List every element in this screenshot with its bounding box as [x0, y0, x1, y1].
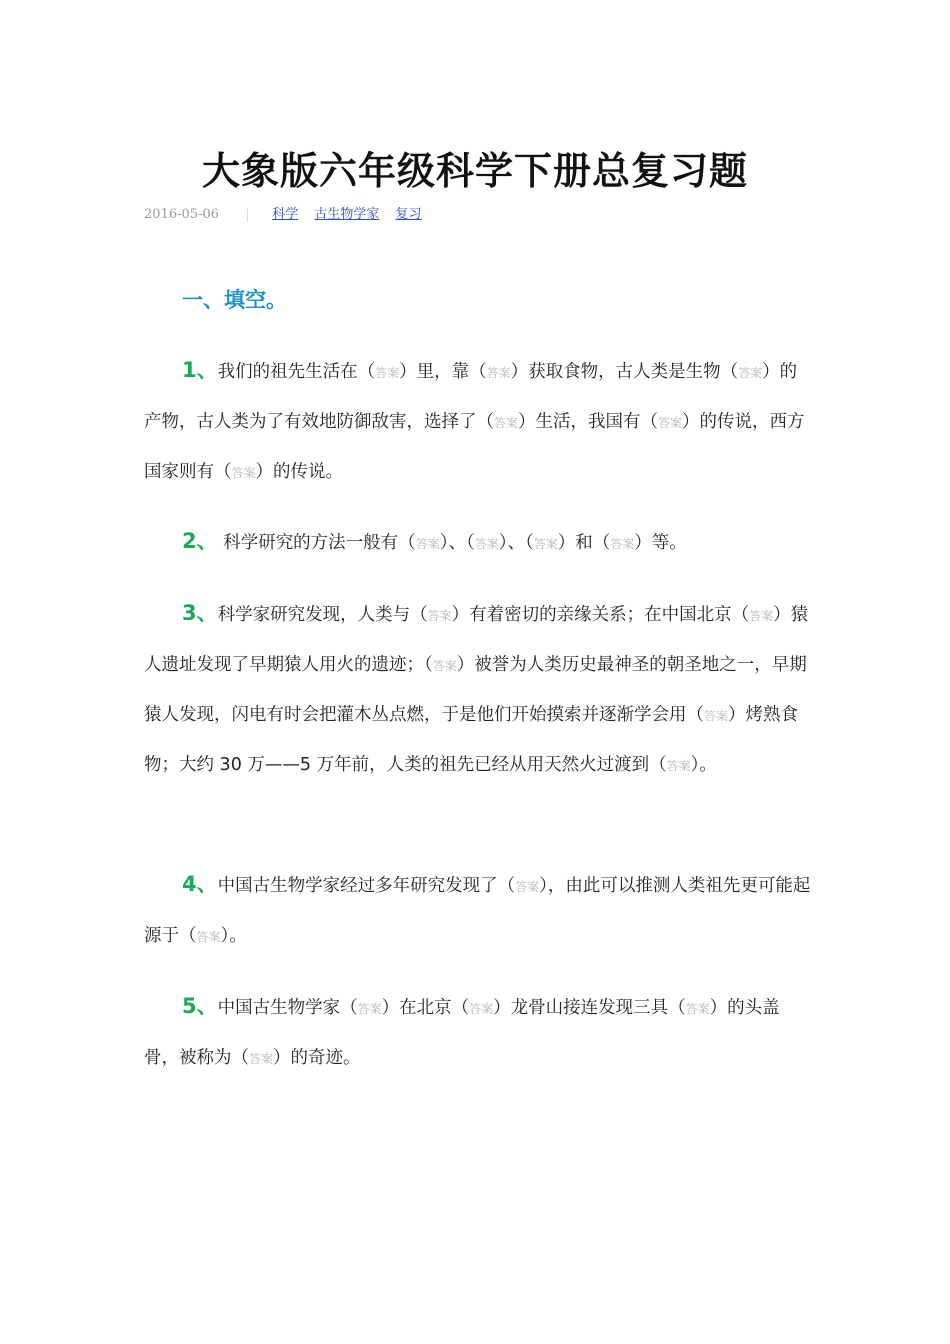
answer-blank[interactable]: 答案 — [749, 609, 774, 623]
article-meta — [144, 203, 434, 222]
answer-blank[interactable]: 答案 — [658, 416, 683, 430]
meta-divider — [247, 208, 248, 222]
answer-blank[interactable]: 答案 — [415, 537, 440, 551]
question-text: ）猿人遗址发现了早期猿人用火的遗迹；（ — [144, 605, 809, 675]
question-text: ）的奇迹。 — [273, 1048, 361, 1068]
answer-blank[interactable]: 答案 — [357, 1002, 382, 1016]
answer-blank[interactable]: 答案 — [469, 1002, 494, 1016]
question-1 — [144, 346, 814, 498]
answer-blank[interactable]: 答案 — [704, 709, 729, 723]
tag-link-review[interactable]: 复习 — [395, 207, 422, 222]
question-text: ）、（ — [439, 533, 475, 553]
question-text: ）等。 — [634, 533, 687, 553]
question-number: 1、 — [182, 358, 218, 382]
question-text: ）的传说，西方国家则有（ — [144, 412, 805, 482]
question-2 — [144, 517, 814, 569]
answer-blank[interactable]: 答案 — [610, 537, 635, 551]
answer-blank[interactable]: 答案 — [685, 1002, 710, 1016]
question-text: ）获取食物，古人类是生物（ — [510, 362, 739, 382]
question-text: ）有着密切的亲缘关系；在中国北京（ — [451, 605, 750, 625]
answer-blank[interactable]: 答案 — [427, 609, 452, 623]
section-heading: 一、填空。 — [182, 288, 287, 312]
tag-link-paleontologist[interactable]: 古生物学家 — [314, 207, 380, 222]
question-text: ）、（ — [498, 533, 534, 553]
question-number: 3、 — [182, 601, 218, 625]
answer-blank[interactable]: 答案 — [666, 759, 691, 773]
question-text: ）的头盖骨，被称为（ — [144, 998, 780, 1068]
question-text: 中国古生物学家经过多年研究发现了（ — [217, 876, 516, 896]
question-text: 科学研究的方法一般有（ — [217, 533, 416, 553]
answer-blank[interactable]: 答案 — [231, 466, 256, 480]
question-text: ），由此可以推测人类祖先更可能起源于（ — [144, 876, 811, 946]
question-number: 4、 — [182, 872, 218, 896]
question-text: ）和（ — [557, 533, 611, 553]
question-5 — [144, 982, 814, 1084]
answer-blank[interactable]: 答案 — [196, 930, 221, 944]
question-text: ）在北京（ — [381, 998, 470, 1018]
publish-date: 2016-05-06 — [144, 207, 219, 222]
question-text: ）。 — [220, 926, 247, 946]
question-4 — [144, 860, 814, 962]
answer-blank[interactable]: 答案 — [432, 659, 457, 673]
question-3 — [144, 589, 814, 791]
answer-blank[interactable]: 答案 — [515, 880, 540, 894]
tag-link-science[interactable]: 科学 — [272, 207, 299, 222]
answer-blank[interactable]: 答案 — [474, 537, 499, 551]
question-number: 5、 — [182, 994, 218, 1018]
answer-blank[interactable]: 答案 — [494, 416, 519, 430]
answer-blank[interactable]: 答案 — [249, 1052, 274, 1066]
question-text: ）龙骨山接连发现三具（ — [493, 998, 686, 1018]
question-text: ）里，靠（ — [399, 362, 487, 382]
question-text: 我们的祖先生活在（ — [217, 362, 376, 382]
answer-blank[interactable]: 答案 — [738, 366, 763, 380]
question-text: ）烤熟食物；大约 30 万——5 万年前，人类的祖先已经从用天然火过渡到（ — [144, 705, 799, 775]
question-text: ）的传说。 — [255, 462, 344, 482]
page-title: 大象版六年级科学下册总复习题 — [201, 149, 748, 193]
question-text: ）生活，我国有（ — [518, 412, 659, 432]
answer-blank[interactable]: 答案 — [533, 537, 558, 551]
question-text: ）被誉为人类历史最神圣的朝圣地之一，早期猿人发现，闪电有时会把灌木丛点燃，于是他们开始摸索并逐渐学会用（ — [144, 655, 807, 725]
question-text: ）。 — [690, 755, 717, 775]
question-text: 科学家研究发现，人类与（ — [217, 605, 428, 625]
answer-blank[interactable]: 答案 — [486, 366, 511, 380]
question-text: 中国古生物学家（ — [217, 998, 358, 1018]
question-number: 2、 — [182, 529, 218, 553]
answer-blank[interactable]: 答案 — [375, 366, 400, 380]
question-text: ）的产物，古人类为了有效地防御敌害，选择了（ — [144, 362, 798, 432]
